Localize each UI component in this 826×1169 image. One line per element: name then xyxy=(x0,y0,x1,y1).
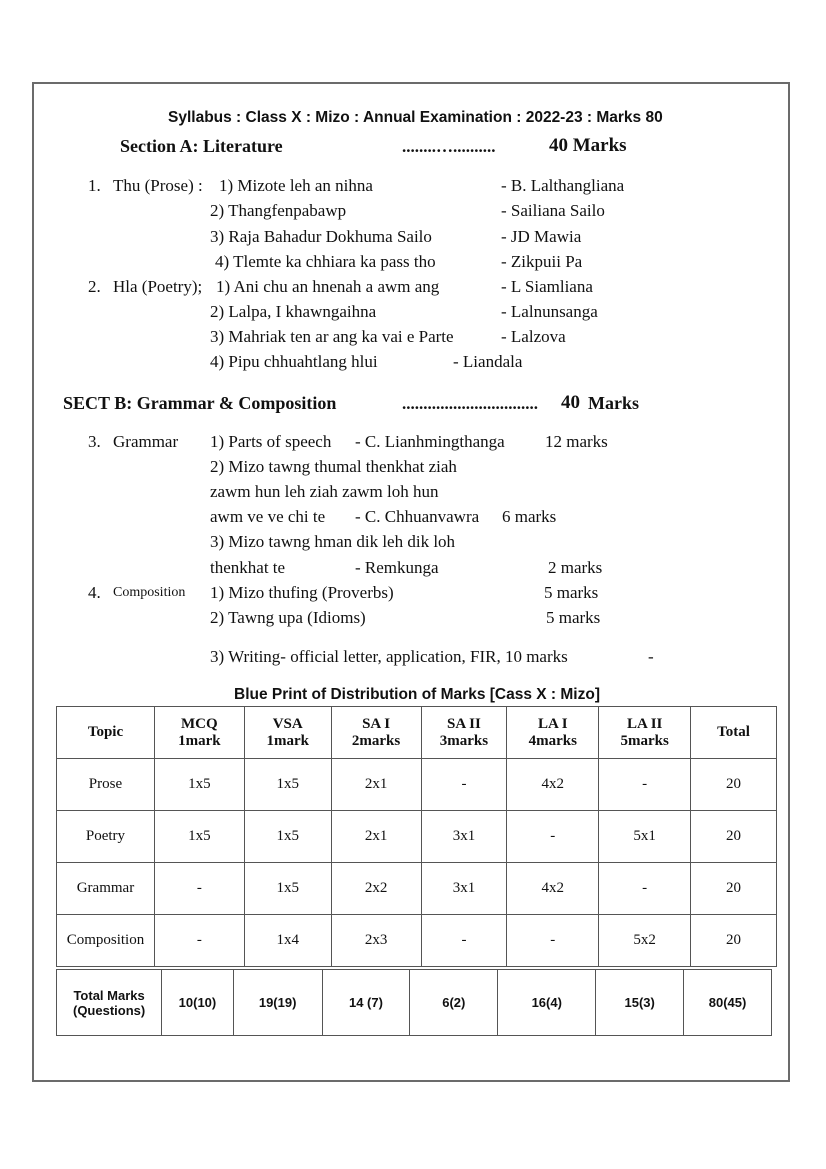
prose-entry: 1) Mizote leh an nihna xyxy=(219,176,373,195)
table-row xyxy=(57,863,777,915)
totals-table xyxy=(56,969,772,1036)
poetry-author: - Lalnunsanga xyxy=(501,302,598,321)
table-cell: 20 xyxy=(691,915,777,967)
table-cell: - xyxy=(599,759,691,811)
table-row xyxy=(57,811,777,863)
grammar-marks: 2 marks xyxy=(548,558,603,577)
grammar-author: - C. Chhuanvawra xyxy=(355,507,480,526)
prose-entry: 2) Thangfenpabawp xyxy=(210,201,347,220)
grammar-line: awm ve ve chi te xyxy=(210,507,326,526)
table-cell: Poetry xyxy=(57,811,155,863)
section-b-heading: SECT B: Grammar & Composition xyxy=(63,393,337,413)
table-cell: 3x1 xyxy=(421,811,507,863)
totals-row xyxy=(57,970,772,1036)
totals-cell: 16(4) xyxy=(498,970,596,1036)
header-sa-i: SA I 2marks xyxy=(331,707,421,759)
header-vsa: VSA 1mark xyxy=(244,707,331,759)
table-cell: 2x3 xyxy=(331,915,421,967)
prose-author: - B. Lalthangliana xyxy=(501,176,625,195)
grammar-author: - C. Lianhmingthanga xyxy=(355,432,505,451)
composition-marks: 5 marks xyxy=(544,583,599,602)
item-prose-label: Thu (Prose) : xyxy=(113,176,203,195)
item-grammar-label: Grammar xyxy=(113,432,179,451)
totals-cell: 10(10) xyxy=(162,970,234,1036)
poetry-entry: 4) Pipu chhuahtlang hlui xyxy=(210,352,378,371)
table-header-row xyxy=(57,707,777,759)
header-mcq: MCQ 1mark xyxy=(154,707,244,759)
table-cell: 5x2 xyxy=(599,915,691,967)
section-b-marks-word: Marks xyxy=(588,393,639,413)
section-a-marks: 40 Marks xyxy=(549,135,627,156)
table-cell: 4x2 xyxy=(507,863,599,915)
header-la-ii: LA II 5marks xyxy=(599,707,691,759)
table-cell: 2x2 xyxy=(331,863,421,915)
totals-cell: 19(19) xyxy=(233,970,322,1036)
item-poetry-num: 2. xyxy=(88,277,101,296)
table-row xyxy=(57,915,777,967)
grammar-line: thenkhat te xyxy=(210,558,286,577)
item-prose-num: 1. xyxy=(88,176,101,195)
section-b-marks-num: 40 xyxy=(561,392,580,413)
table-cell: 1x4 xyxy=(244,915,331,967)
table-cell: - xyxy=(507,915,599,967)
grammar-line: 2) Mizo tawng thumal thenkhat ziah xyxy=(210,457,457,476)
composition-line: 2) Tawng upa (Idioms) xyxy=(210,608,366,627)
composition-dash: - xyxy=(648,647,654,666)
poetry-author: - L Siamliana xyxy=(501,277,593,296)
table-cell: 3x1 xyxy=(421,863,507,915)
prose-entry: 3) Raja Bahadur Dokhuma Sailo xyxy=(210,227,432,246)
totals-cell: 15(3) xyxy=(596,970,684,1036)
item-grammar-num: 3. xyxy=(88,432,101,451)
header-la-i: LA I 4marks xyxy=(507,707,599,759)
grammar-marks: 6 marks xyxy=(502,507,557,526)
table-cell: 1x5 xyxy=(244,759,331,811)
section-b-dots: ................................ xyxy=(402,394,538,413)
poetry-entry: 1) Ani chu an hnenah a awm ang xyxy=(216,277,440,296)
grammar-marks: 12 marks xyxy=(545,432,608,451)
totals-cell: 80(45) xyxy=(684,970,772,1036)
table-cell: - xyxy=(421,759,507,811)
table-cell: 1x5 xyxy=(154,759,244,811)
poetry-author: - Lalzova xyxy=(501,327,566,346)
composition-marks: 5 marks xyxy=(546,608,601,627)
section-a-dots: ........….......... xyxy=(402,137,496,156)
table-cell: 1x5 xyxy=(244,811,331,863)
item-composition-label: Composition xyxy=(113,585,186,600)
table-cell: - xyxy=(507,811,599,863)
table-cell: 4x2 xyxy=(507,759,599,811)
grammar-line: 3) Mizo tawng hman dik leh dik loh xyxy=(210,532,456,551)
poetry-author: - Liandala xyxy=(453,352,523,371)
table-cell: 1x5 xyxy=(154,811,244,863)
poetry-entry: 2) Lalpa, I khawngaihna xyxy=(210,302,377,321)
table-cell: 20 xyxy=(691,811,777,863)
grammar-author: - Remkunga xyxy=(355,558,439,577)
table-cell: - xyxy=(421,915,507,967)
header-topic: Topic xyxy=(57,707,155,759)
blueprint-table xyxy=(56,706,777,967)
header-total: Total xyxy=(691,707,777,759)
totals-cell: 14 (7) xyxy=(322,970,410,1036)
table-cell: - xyxy=(154,863,244,915)
prose-entry: 4) Tlemte ka chhiara ka pass tho xyxy=(215,252,436,271)
table-cell: 2x1 xyxy=(331,811,421,863)
item-composition-num: 4. xyxy=(88,583,101,602)
prose-author: - JD Mawia xyxy=(501,227,582,246)
document-title: Syllabus : Class X : Mizo : Annual Examination : 2022-23 : Marks 80 xyxy=(168,109,663,126)
table-cell: - xyxy=(599,863,691,915)
section-a-heading: Section A: Literature xyxy=(120,136,283,156)
header-sa-ii: SA II 3marks xyxy=(421,707,507,759)
prose-author: - Zikpuii Pa xyxy=(501,252,583,271)
totals-cell: 6(2) xyxy=(410,970,498,1036)
table-cell: 2x1 xyxy=(331,759,421,811)
table-cell: Composition xyxy=(57,915,155,967)
table-row xyxy=(57,759,777,811)
table-cell: - xyxy=(154,915,244,967)
composition-line: 1) Mizo thufing (Proverbs) xyxy=(210,583,394,602)
totals-label: Total Marks (Questions) xyxy=(57,970,162,1036)
composition-line: 3) Writing- official letter, application, FIR, 10 marks xyxy=(210,647,568,666)
grammar-line: 1) Parts of speech xyxy=(210,432,332,451)
table-cell: 5x1 xyxy=(599,811,691,863)
item-poetry-label: Hla (Poetry); xyxy=(113,277,203,296)
table-cell: 20 xyxy=(691,759,777,811)
table-cell: 20 xyxy=(691,863,777,915)
prose-author: - Sailiana Sailo xyxy=(501,201,605,220)
table-cell: 1x5 xyxy=(244,863,331,915)
table-cell: Prose xyxy=(57,759,155,811)
poetry-entry: 3) Mahriak ten ar ang ka vai e Parte xyxy=(210,327,454,346)
blueprint-title: Blue Print of Distribution of Marks [Cass X : Mizo] xyxy=(234,686,600,703)
grammar-line: zawm hun leh ziah zawm loh hun xyxy=(210,482,439,501)
table-cell: Grammar xyxy=(57,863,155,915)
